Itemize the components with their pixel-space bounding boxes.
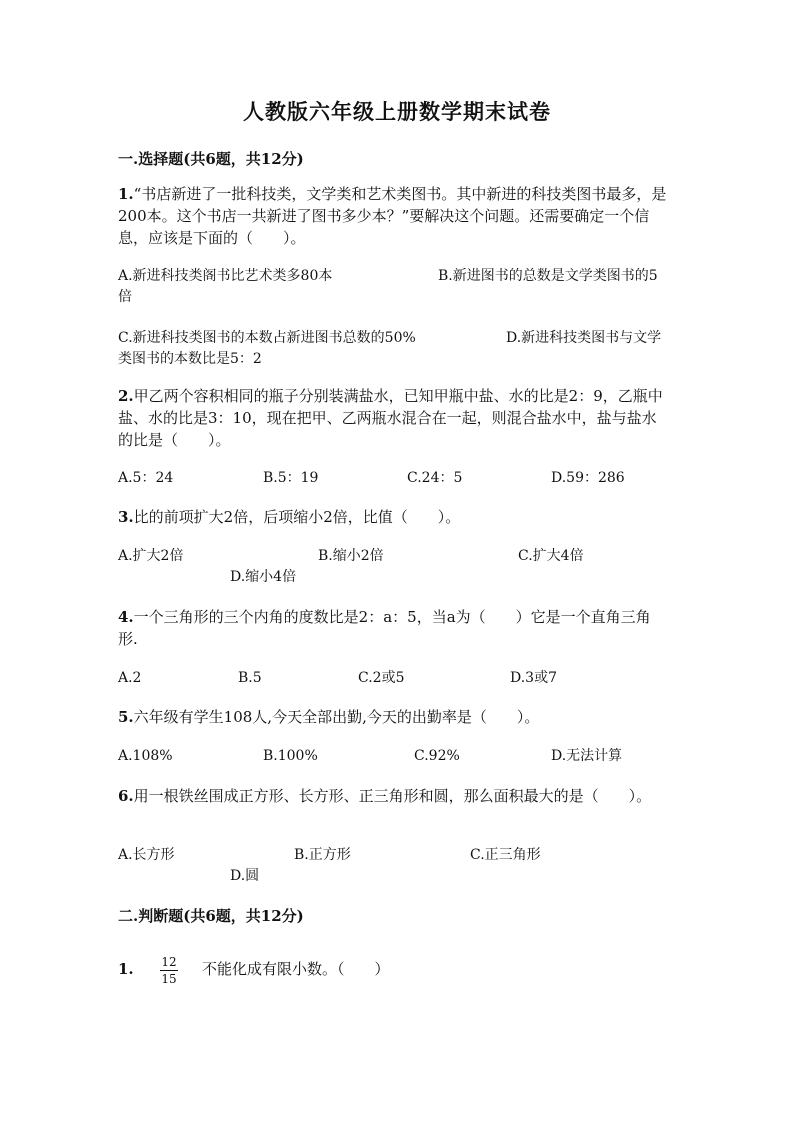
section-heading-judgment: 二.判断题(共6题，共12分): [118, 907, 304, 925]
question-number: 2.: [118, 387, 134, 405]
question-number: 4.: [118, 608, 134, 626]
option-d: D.新进科技类图书与文学类图书的本数比是5：2: [118, 330, 662, 367]
option-c: C.扩大4倍: [518, 548, 584, 564]
option-b: B.新进图书的总数是文学类图书的5倍: [118, 268, 658, 305]
question-number: 5.: [118, 708, 134, 726]
question-text: 用一根铁丝围成正方形、长方形、正三角形和圆，那么面积最大的是（ ）。: [133, 787, 652, 805]
option-c: C.正三角形: [470, 847, 541, 863]
option-a: A.5：24: [118, 470, 174, 486]
judgment-question-number: [118, 958, 158, 980]
question-text: 甲乙两个容积相同的瓶子分别装满盐水，已知甲瓶中盐、水的比是2：9，乙瓶中盐、水的比是3：10，现在把甲、乙两瓶水混合在一起，则混合盐水中，盐与盐水的比是（ ）。: [118, 387, 663, 449]
question-3: [118, 506, 670, 528]
question-number: 3.: [118, 508, 134, 526]
fraction-numerator: 12: [161, 955, 177, 969]
option-d: D.3或7: [510, 670, 557, 686]
option-b: B.缩小2倍: [318, 548, 384, 564]
question-2: [118, 385, 670, 451]
option-b: B.5：19: [263, 470, 319, 486]
option-b: B.100%: [263, 748, 318, 764]
option-c: C.24：5: [407, 470, 463, 486]
question-text: “书店新进了一批科技类，文学类和艺术类图书。其中新进的科技类图书最多，是200本。这个书店一共新进了图书多少本？”要解决这个问题。还需要确定一个信息，应该是下面的（ ）。: [118, 185, 667, 247]
option-c: C.2或5: [358, 670, 405, 686]
judgment-question-text: 不能化成有限小数。（ ）: [202, 960, 390, 978]
question-5: [118, 706, 670, 728]
fraction-bar: [160, 970, 178, 971]
option-c: C.新进科技类图书的本数占新进图书总数的50%: [118, 330, 416, 346]
option-d: D.59：286: [551, 470, 625, 486]
fraction-denominator: 15: [161, 972, 177, 986]
question-6: [118, 785, 670, 807]
option-b: B.正方形: [294, 847, 351, 863]
question-text: 比的前项扩大2倍，后项缩小2倍，比值（ ）。: [133, 508, 461, 526]
question-1: [118, 183, 670, 249]
question-text: 一个三角形的三个内角的度数比是2：a：5，当a为（ ）它是一个直角三角形.: [118, 608, 651, 648]
option-a: A.108%: [118, 748, 173, 764]
question-text: 六年级有学生108人,今天全部出勤,今天的出勤率是（ ）。: [133, 708, 540, 726]
question-4: [118, 606, 670, 650]
option-a: A.2: [118, 670, 142, 686]
option-a: A.长方形: [118, 847, 175, 863]
option-b: B.5: [238, 670, 262, 686]
option-d: D.缩小4倍: [230, 569, 297, 585]
option-d: D.无法计算: [551, 748, 623, 764]
fraction: [160, 955, 178, 986]
option-a: A.扩大2倍: [118, 548, 184, 564]
option-c: C.92%: [414, 748, 460, 764]
question-number: 1.: [118, 960, 134, 978]
option-a: A.新进科技类阁书比艺术类多80本: [118, 268, 333, 284]
question-number: 6.: [118, 787, 134, 805]
option-d: D.圆: [230, 868, 260, 884]
question-number: 1.: [118, 185, 134, 203]
section-heading-choice: 一.选择题(共6题，共12分): [118, 150, 304, 168]
page-title: 人教版六年级上册数学期末试卷: [243, 99, 551, 124]
